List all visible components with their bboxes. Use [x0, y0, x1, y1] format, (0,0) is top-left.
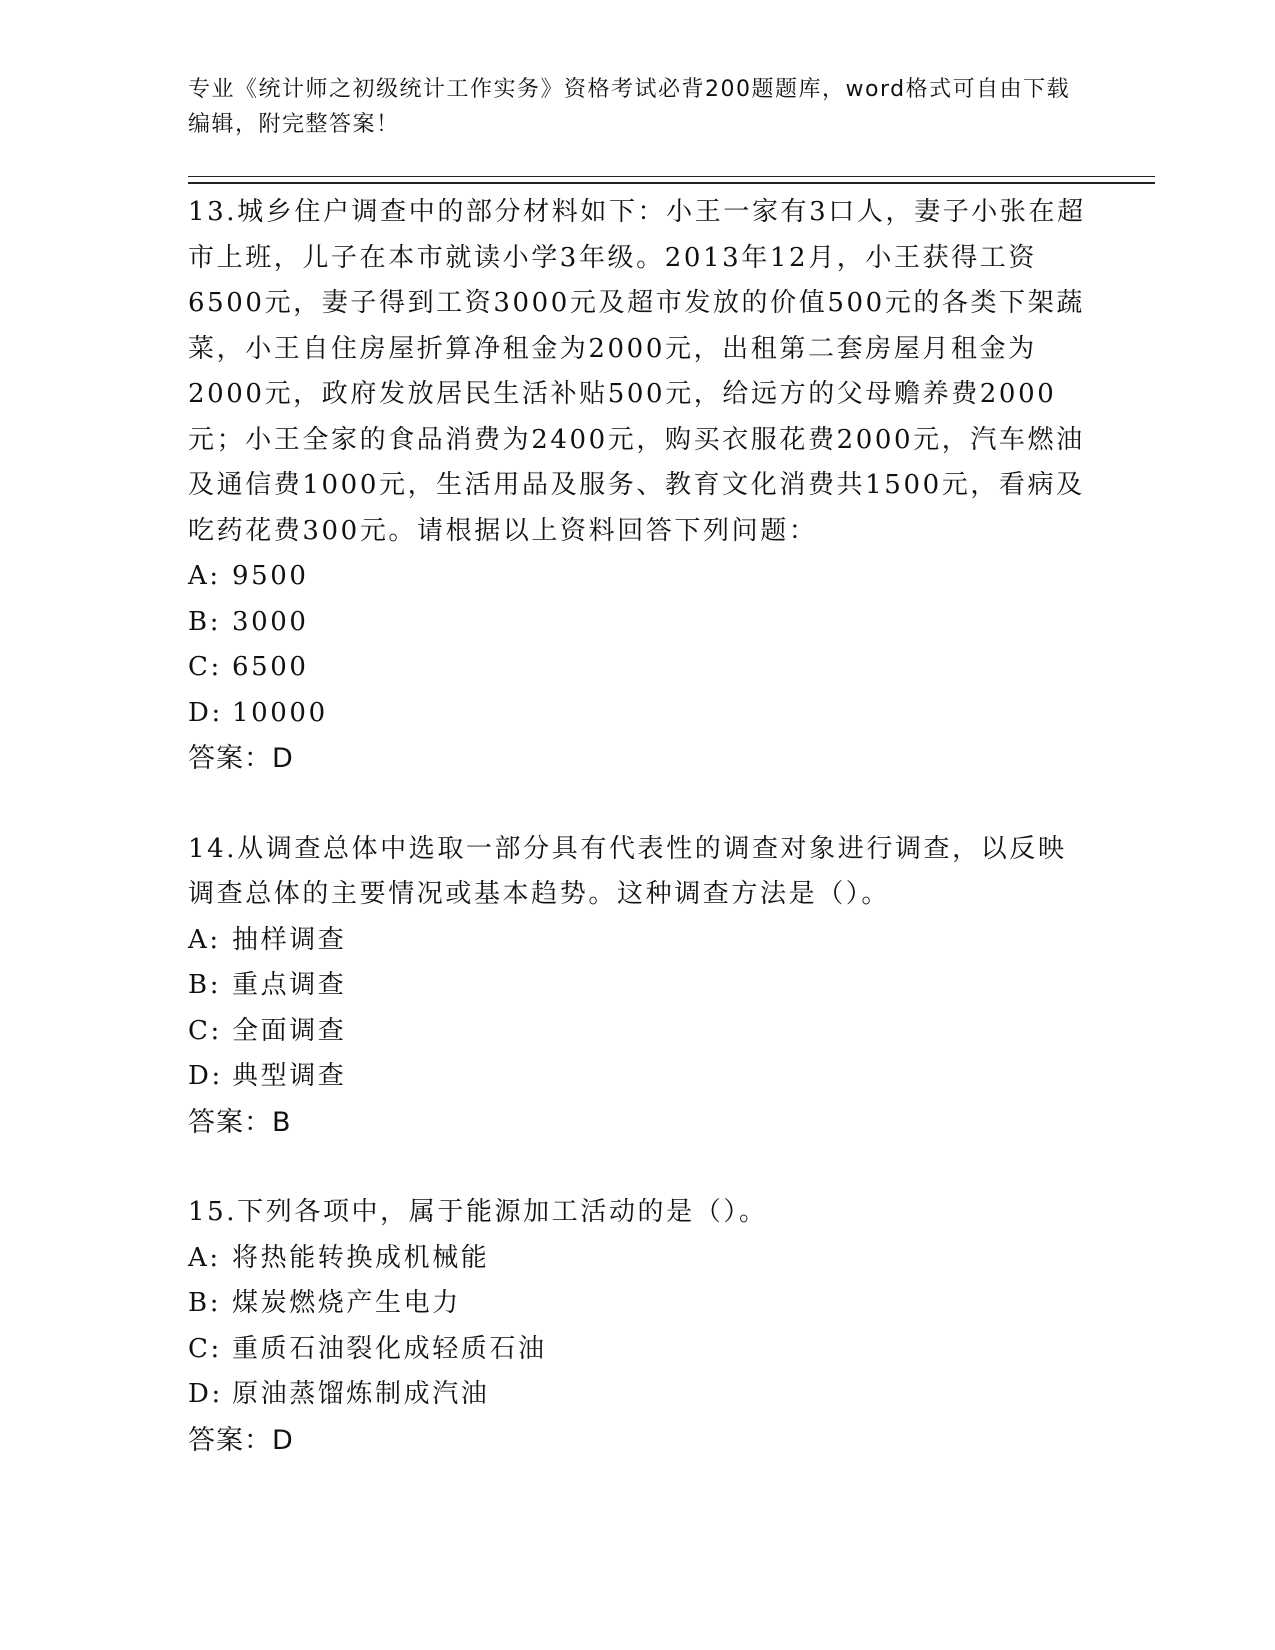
option-text: 抽样调查 — [232, 924, 347, 955]
option-text: 原油蒸馏炼制成汽油 — [232, 1379, 490, 1409]
header-divider-thick — [188, 182, 1155, 184]
option-key: D: — [188, 697, 223, 728]
option-c — [188, 1327, 1088, 1373]
option-key: C: — [188, 1333, 222, 1364]
option-a — [188, 554, 1088, 600]
answer: 答案：D — [188, 743, 294, 774]
question-15 — [188, 1190, 1088, 1463]
option-a — [188, 1236, 1088, 1282]
option-key: B: — [188, 606, 222, 637]
option-c — [188, 645, 1088, 691]
header-divider-thin — [188, 176, 1155, 177]
option-key: C: — [188, 1015, 222, 1046]
option-c — [188, 1009, 1088, 1055]
option-b — [188, 1281, 1088, 1327]
option-text: 典型调查 — [232, 1061, 347, 1091]
option-text: 6500 — [232, 652, 309, 682]
option-key: B: — [188, 1288, 222, 1318]
question-gap — [188, 1145, 1088, 1190]
question-13 — [188, 190, 1088, 782]
option-key: C: — [188, 652, 222, 682]
option-key: A: — [188, 924, 221, 955]
option-text: 将热能转换成机械能 — [232, 1242, 490, 1273]
question-stem: 15.下列各项中，属于能源加工活动的是（）。 — [188, 1197, 768, 1227]
option-d — [188, 1054, 1088, 1100]
option-key: D: — [188, 1061, 223, 1091]
option-b — [188, 600, 1088, 646]
option-text: 全面调查 — [232, 1015, 347, 1046]
option-text: 重质石油裂化成轻质石油 — [232, 1333, 547, 1364]
option-d — [188, 691, 1088, 737]
question-stem: 14.从调查总体中选取一部分具有代表性的调查对象进行调查，以反映调查总体的主要情况或基本趋势。这种调查方法是（）。 — [188, 833, 1067, 909]
answer: 答案：B — [188, 1106, 292, 1138]
document-header: 专业《统计师之初级统计工作实务》资格考试必背200题题库，word格式可自由下载编辑，附完整答案！ — [188, 77, 1071, 137]
option-text: 9500 — [232, 561, 309, 591]
question-stem: 13.城乡住户调查中的部分材料如下：小王一家有3口人，妻子小张在超市上班，儿子在本市就读小学3年级。2013年12月，小王获得工资6500元，妻子得到工资3000元及超市发放的价值500元的各类下架蔬菜，小王自住房屋折算净租金为2000元，出租第二套房屋月租金为2000元，政府发放居民生活补贴500元，给远方的父母赡养费2000元；小王全家的食品消费为2400元，购买衣服花费2000元，汽车燃油及通信费1000元，生活用品及服务、教育文化消费共1500元，看病及吃药花费300元。请根据以上资料回答下列问题： — [188, 197, 1086, 546]
option-key: A: — [188, 1242, 221, 1273]
answer: 答案：D — [188, 1424, 294, 1456]
option-key: D: — [188, 1379, 223, 1409]
question-list — [188, 190, 1088, 1463]
option-a — [188, 918, 1088, 964]
option-d — [188, 1372, 1088, 1418]
option-key: B: — [188, 970, 222, 1000]
option-key: A: — [188, 561, 221, 591]
question-gap — [188, 782, 1088, 827]
question-14 — [188, 827, 1088, 1146]
option-text: 煤炭燃烧产生电力 — [232, 1288, 461, 1318]
option-text: 10000 — [232, 697, 328, 728]
option-text: 重点调查 — [232, 970, 347, 1000]
option-b — [188, 963, 1088, 1009]
option-text: 3000 — [232, 606, 309, 637]
